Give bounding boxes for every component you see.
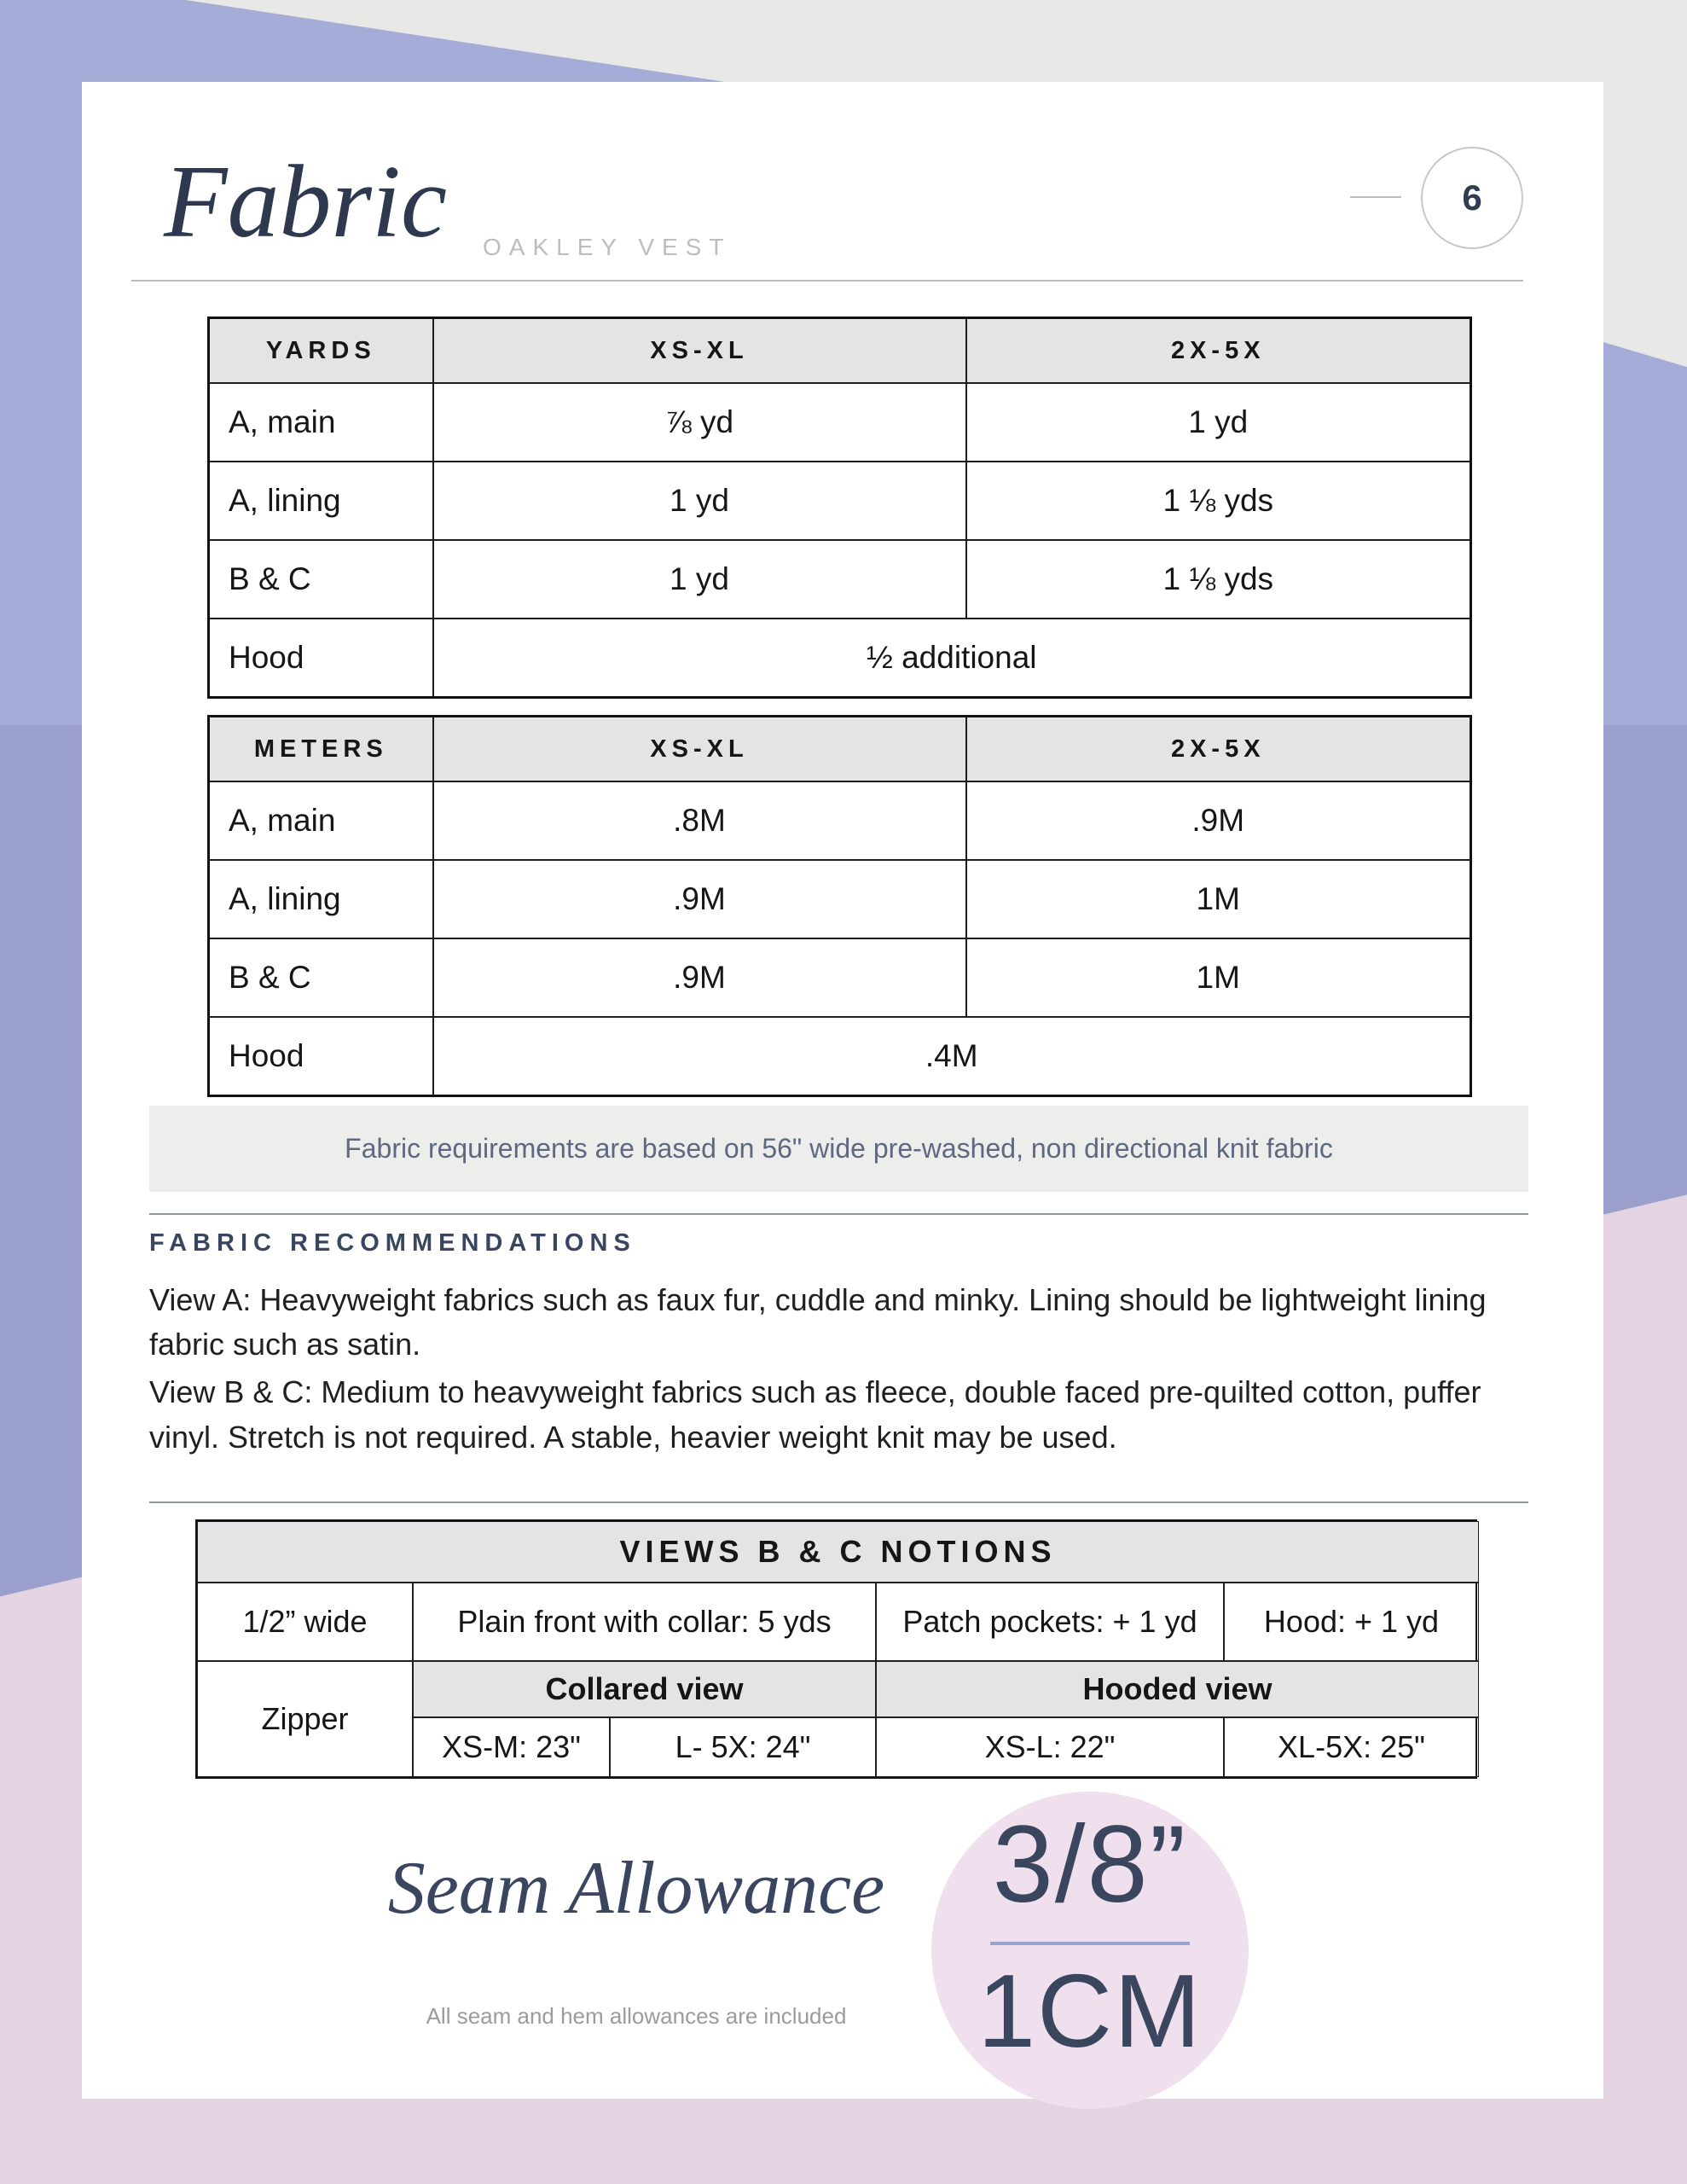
seam-allowance-note: All seam and hem allowances are included: [426, 2003, 847, 2029]
notions-table: [195, 1519, 1477, 1779]
table-header-row: [209, 717, 1471, 782]
zipper-width-cell: 1/2” wide: [197, 1583, 413, 1661]
page-number: 6: [1462, 177, 1482, 218]
value-cell: 1 ⅛ yds: [966, 462, 1471, 540]
row-label: A, main: [209, 781, 433, 860]
notions-table-title: VIEWS B & C NOTIONS: [197, 1521, 1479, 1583]
page-number-badge: [1421, 147, 1523, 249]
table-row: [209, 383, 1471, 462]
document-page: [82, 82, 1603, 2099]
table-row: [209, 619, 1471, 698]
collared-view-header: Collared view: [413, 1661, 876, 1717]
value-cell: 1M: [966, 860, 1471, 938]
value-cell: 1 yd: [433, 462, 966, 540]
table-row: [209, 860, 1471, 938]
value-cell: .8M: [433, 781, 966, 860]
fabric-recommendations-heading: FABRIC RECOMMENDATIONS: [149, 1229, 636, 1257]
fabric-recommendations-body: [149, 1278, 1535, 1463]
seam-allowance-badge: [931, 1792, 1249, 2109]
zipper-size-cell: XS-L: 22": [876, 1717, 1224, 1777]
yards-header-cell: YARDS: [209, 318, 433, 384]
meters-header-cell: METERS: [209, 717, 433, 782]
zipper-size-cell: L- 5X: 24": [610, 1717, 876, 1777]
fraction-divider-line: [990, 1942, 1190, 1945]
plain-front-cell: Plain front with collar: 5 yds: [413, 1583, 876, 1661]
size-2x-5x-header-cell: 2X-5X: [966, 318, 1471, 384]
table-row: [209, 938, 1471, 1017]
value-cell: ⅞ yd: [433, 383, 966, 462]
hooded-view-header: Hooded view: [876, 1661, 1479, 1717]
seam-allowance-imperial: 3/8”: [992, 1804, 1188, 1926]
yards-requirements-table: [207, 317, 1472, 699]
zipper-row-label: Zipper: [197, 1661, 413, 1777]
size-xs-xl-header-cell: XS-XL: [433, 717, 966, 782]
row-label: A, lining: [209, 462, 433, 540]
value-cell: .9M: [966, 781, 1471, 860]
fabric-width-note-text: Fabric requirements are based on 56" wide pre-washed, non directional knit fabric: [345, 1133, 1333, 1164]
value-cell: 1 yd: [966, 383, 1471, 462]
meters-requirements-table: [207, 715, 1472, 1097]
seam-allowance-metric: 1CM: [977, 1953, 1203, 2069]
value-cell: 1 ⅛ yds: [966, 540, 1471, 619]
value-cell: .9M: [433, 938, 966, 1017]
section-divider-line: [149, 1502, 1528, 1503]
view-bc-recommendation: View B & C: Medium to heavyweight fabrics such as fleece, double faced pre-quilted cotton, puffer vinyl. Stretch is not required. A stable, heavier weight knit may be used.: [149, 1374, 1481, 1455]
size-xs-xl-header-cell: XS-XL: [433, 318, 966, 384]
value-cell: 1M: [966, 938, 1471, 1017]
header-divider-line: [131, 280, 1523, 282]
seam-allowance-title: Seam Allowance: [387, 1847, 885, 1930]
value-cell: 1 yd: [433, 540, 966, 619]
row-label: A, main: [209, 383, 433, 462]
hood-cell: Hood: + 1 yd: [1224, 1583, 1479, 1661]
section-divider-line: [149, 1213, 1528, 1215]
table-row: [209, 781, 1471, 860]
zipper-size-cell: XL-5X: 25": [1224, 1717, 1479, 1777]
row-label: A, lining: [209, 860, 433, 938]
zipper-size-cell: XS-M: 23": [413, 1717, 610, 1777]
row-label: B & C: [209, 938, 433, 1017]
table-row: [209, 462, 1471, 540]
row-label: Hood: [209, 1017, 433, 1096]
page-title: Fabric: [164, 144, 448, 259]
row-label: Hood: [209, 619, 433, 698]
table-row: [209, 1017, 1471, 1096]
table-header-row: [209, 318, 1471, 384]
size-2x-5x-header-cell: 2X-5X: [966, 717, 1471, 782]
row-label: B & C: [209, 540, 433, 619]
patch-pockets-cell: Patch pockets: + 1 yd: [876, 1583, 1224, 1661]
page-number-dash: [1350, 196, 1401, 198]
value-cell: .9M: [433, 860, 966, 938]
value-cell-span: ½ additional: [433, 619, 1471, 698]
pattern-name-subtitle: OAKLEY VEST: [483, 234, 732, 260]
fabric-width-note: [149, 1106, 1528, 1192]
view-a-recommendation: View A: Heavyweight fabrics such as faux fur, cuddle and minky. Lining should be lightweight lining fabric such as satin.: [149, 1282, 1487, 1362]
table-row: [209, 540, 1471, 619]
value-cell-span: .4M: [433, 1017, 1471, 1096]
